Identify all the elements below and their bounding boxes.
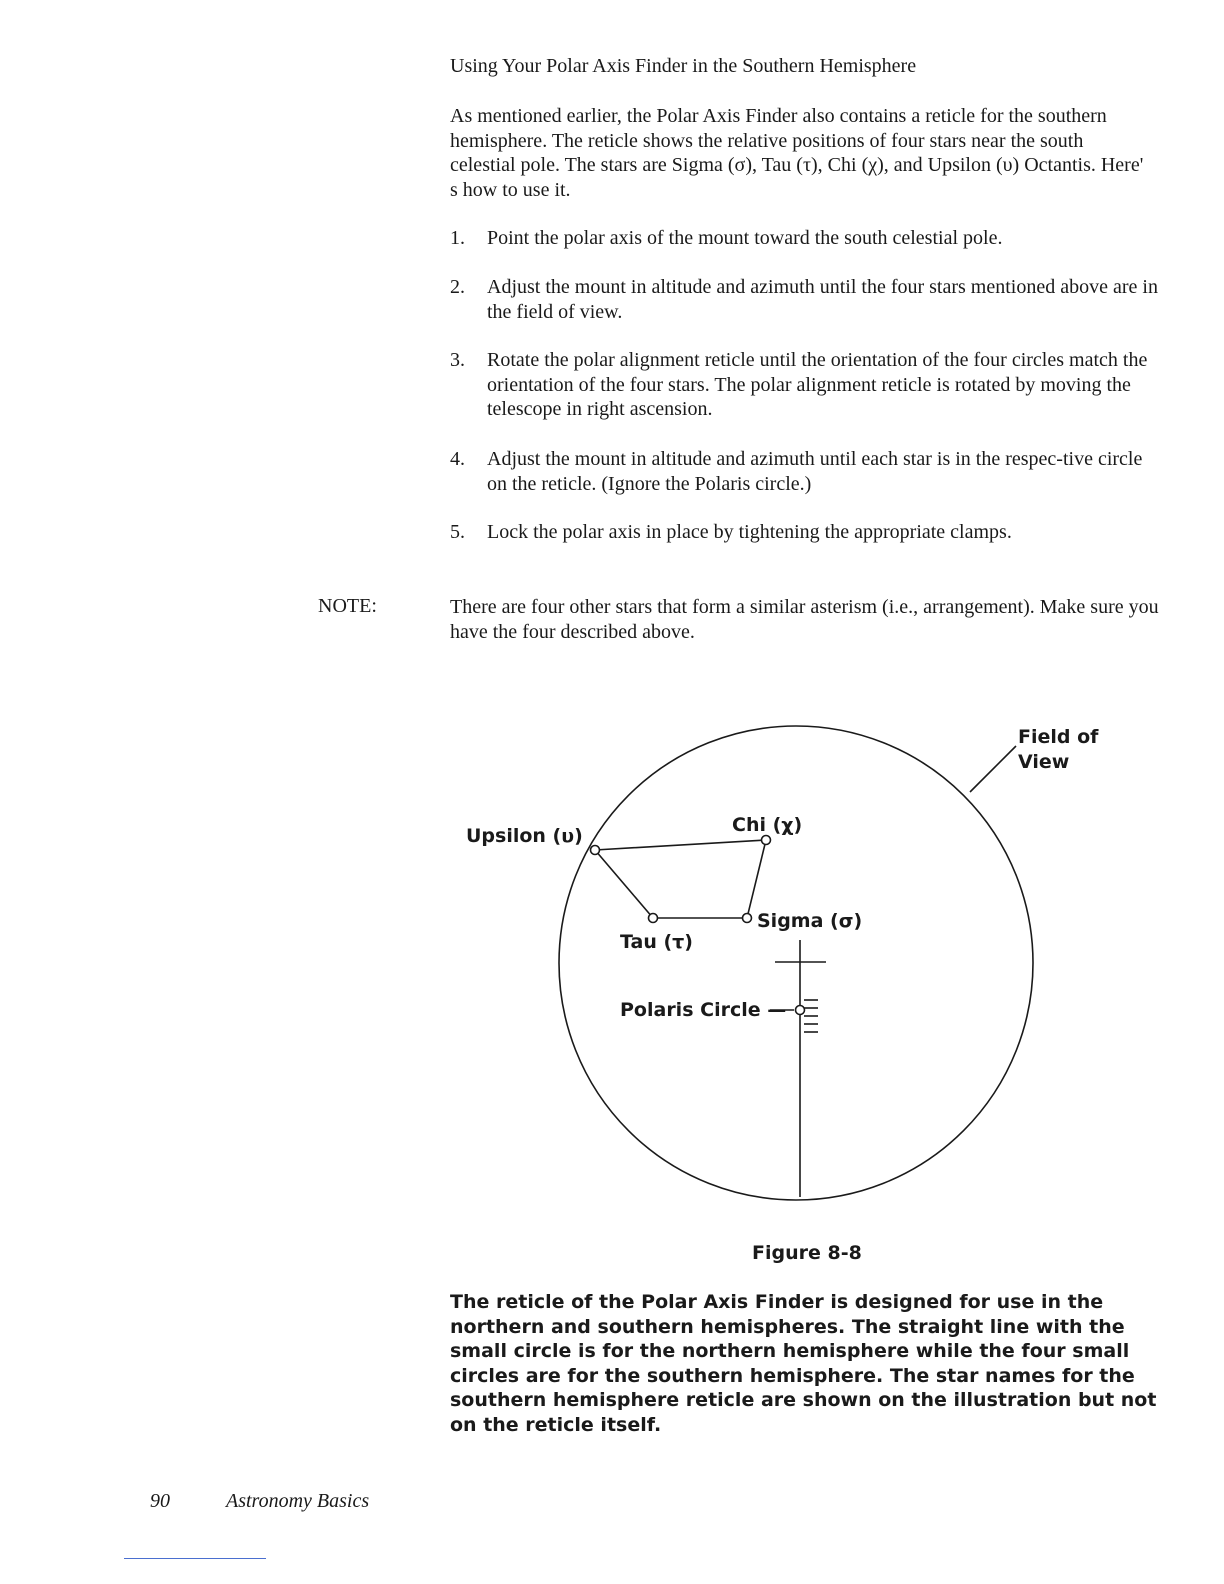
polaris-circle bbox=[796, 1006, 805, 1015]
step-text: Lock the polar axis in place by tightening the appropriate clamps. bbox=[487, 521, 1012, 543]
field-of-view-label-line1: Field of bbox=[1018, 726, 1099, 748]
chi-label: Chi (χ) bbox=[732, 814, 803, 836]
figure-title: Figure 8-8 bbox=[752, 1242, 862, 1264]
step-text: Point the polar axis of the mount toward the south celestial pole. bbox=[487, 227, 1003, 249]
step-text: Rotate the polar alignment reticle until the orientation of the four circles match the orientation of the four stars. The polar alignment reticle is rotated by moving the telescope in right ascension. bbox=[487, 349, 1148, 420]
note-label: NOTE: bbox=[318, 595, 377, 617]
step-number: 5. bbox=[450, 521, 465, 543]
field-of-view-pointer bbox=[970, 746, 1016, 792]
page-number: 90 bbox=[150, 1490, 170, 1512]
upsilon-star-circle bbox=[591, 846, 600, 855]
footer-rule bbox=[124, 1558, 266, 1559]
step-text: Adjust the mount in altitude and azimuth until each star is in the respec-tive circle on the reticle. (Ignore the Polaris circle.) bbox=[487, 448, 1143, 495]
field-of-view-label-line2: View bbox=[1018, 751, 1070, 773]
note-text: There are four other stars that form a similar asterism (i.e., arrangement). Make sure you have the four described above. bbox=[450, 596, 1159, 643]
upsilon-label: Upsilon (υ) bbox=[466, 825, 583, 847]
step-text: Adjust the mount in altitude and azimuth until the four stars mentioned above are in the field of view. bbox=[487, 276, 1158, 323]
section-heading: Using Your Polar Axis Finder in the Southern Hemisphere bbox=[450, 55, 917, 77]
step-number: 3. bbox=[450, 349, 465, 371]
asterism-outline bbox=[595, 840, 766, 918]
step-number: 4. bbox=[450, 448, 465, 470]
tau-star-circle bbox=[649, 914, 658, 923]
polaris-circle-label: Polaris Circle — bbox=[620, 999, 787, 1021]
step-number: 2. bbox=[450, 276, 465, 298]
chi-star-circle bbox=[762, 836, 771, 845]
tau-label: Tau (τ) bbox=[620, 931, 693, 953]
sigma-label: Sigma (σ) bbox=[757, 910, 863, 932]
intro-paragraph: As mentioned earlier, the Polar Axis Finder also contains a reticle for the southern hemisphere. The reticle shows the relative positions of four stars near the south celestial pole. The stars are Sigma (σ), Tau (τ), Chi (χ), and Upsilon (υ) Octantis. Here' s how to use it. bbox=[450, 105, 1144, 201]
step-number: 1. bbox=[450, 227, 465, 249]
book-title: Astronomy Basics bbox=[226, 1490, 370, 1512]
figure-caption: The reticle of the Polar Axis Finder is designed for use in the northern and southern hemispheres. The straight line with the small circle is for the northern hemisphere while the four small circles are for the southern hemisphere. The star names for the southern hemisphere reticle are shown on the illustration but not on the reticle itself. bbox=[450, 1291, 1157, 1436]
sigma-star-circle bbox=[743, 914, 752, 923]
field-of-view-circle bbox=[559, 726, 1033, 1200]
